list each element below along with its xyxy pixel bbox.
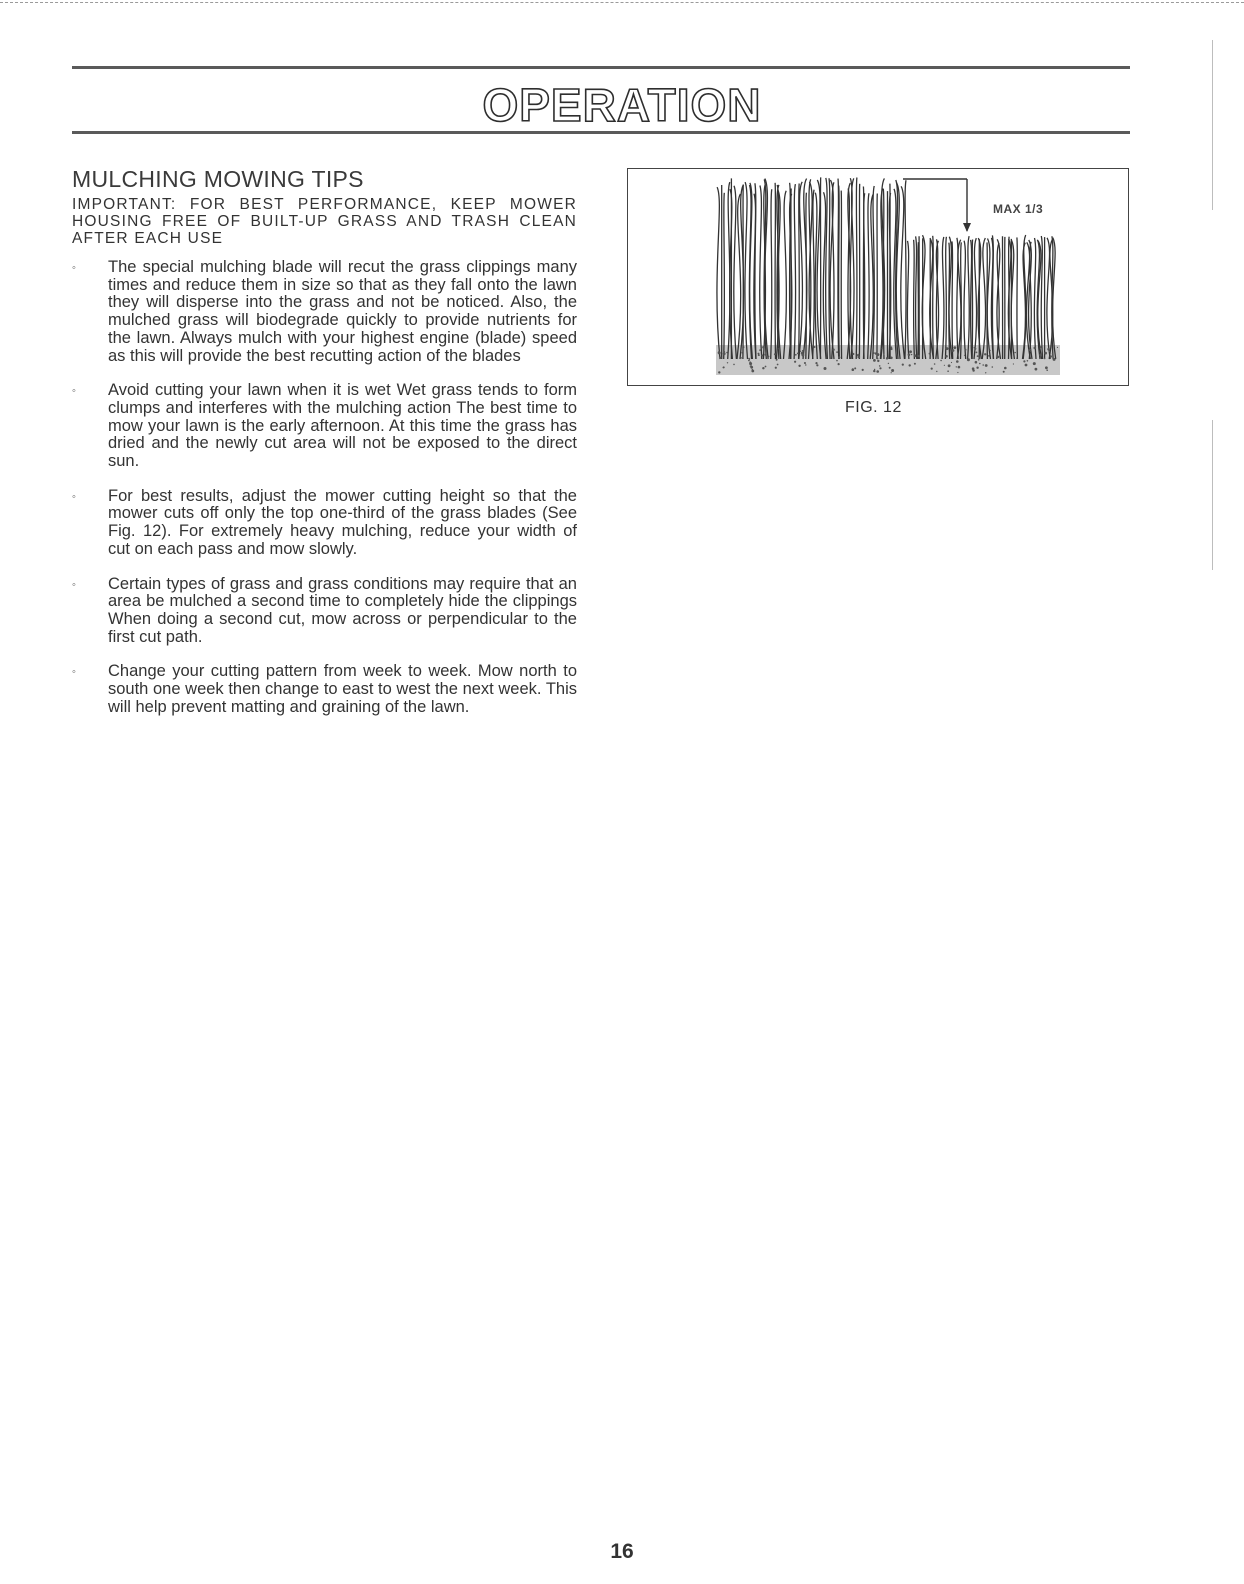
tip-text: Change your cutting pattern from week to week. Mow north to south one week then change to east to west the next week. This will help prevent matting and graining of the lawn. [108, 662, 577, 716]
grass-illustration [628, 169, 1128, 385]
tip-text: Avoid cutting your lawn when it is wet Wet grass tends to form clumps and interferes with the mulching action The best time to mow your lawn is the early afternoon. At this time the grass has dried and the newly cut area will not be exposed to the direct sun. [108, 381, 577, 471]
arrow-down-icon [963, 223, 971, 232]
header-rule-bottom [72, 131, 1130, 134]
tip-text: The special mulching blade will recut the grass clippings many times and reduce them in size so that as they fall onto the lawn they will disperse into the grass and not be noticed. Also, the mulched grass will biodegrade quickly to provide nutrients for the lawn. Always mulch with your highest engine (blade) speed as this will provide the best recutting action of the blades [108, 258, 577, 365]
scan-top-edge-rule [0, 2, 1244, 4]
cut-grass [907, 235, 1055, 359]
tips-list [72, 259, 577, 733]
list-item [72, 488, 577, 559]
list-item [72, 576, 577, 647]
tall-grass-uncut [717, 177, 906, 359]
header-rule-top [72, 66, 1130, 69]
scan-margin-mark [1212, 420, 1213, 570]
bullet-icon: ◦ [72, 578, 76, 591]
figure-caption: FIG. 12 [845, 399, 902, 416]
list-item [72, 259, 577, 365]
bullet-icon: ◦ [72, 385, 76, 398]
section-heading: MULCHING MOWING TIPS [72, 166, 364, 192]
list-item [72, 382, 577, 471]
bullet-icon: ◦ [72, 262, 76, 274]
tip-text: For best results, adjust the mower cutting height so that the mower cuts off only the top one-third of the grass blades (See Fig. 12). For extremely heavy mulching, reduce your width of cut on each pass and mow slowly. [108, 486, 577, 558]
tip-text: Certain types of grass and grass conditions may require that an area be mulched a second time to completely hide the clippings When doing a second cut, mow across or perpendicular to the first cut path. [108, 574, 577, 646]
bullet-icon: ◦ [72, 490, 76, 503]
max-cut-label: MAX 1/3 [993, 202, 1044, 216]
figure-12-frame [627, 168, 1129, 386]
bullet-icon: ◦ [72, 666, 76, 679]
page-title: OPERATION [482, 79, 762, 131]
page-number: 16 [610, 1540, 634, 1563]
important-note: IMPORTANT: FOR BEST PERFORMANCE, KEEP MOWER HOUSING FREE OF BUILT-UP GRASS AND TRASH CLEAN AFTER EACH USE [72, 196, 577, 247]
list-item [72, 663, 577, 716]
